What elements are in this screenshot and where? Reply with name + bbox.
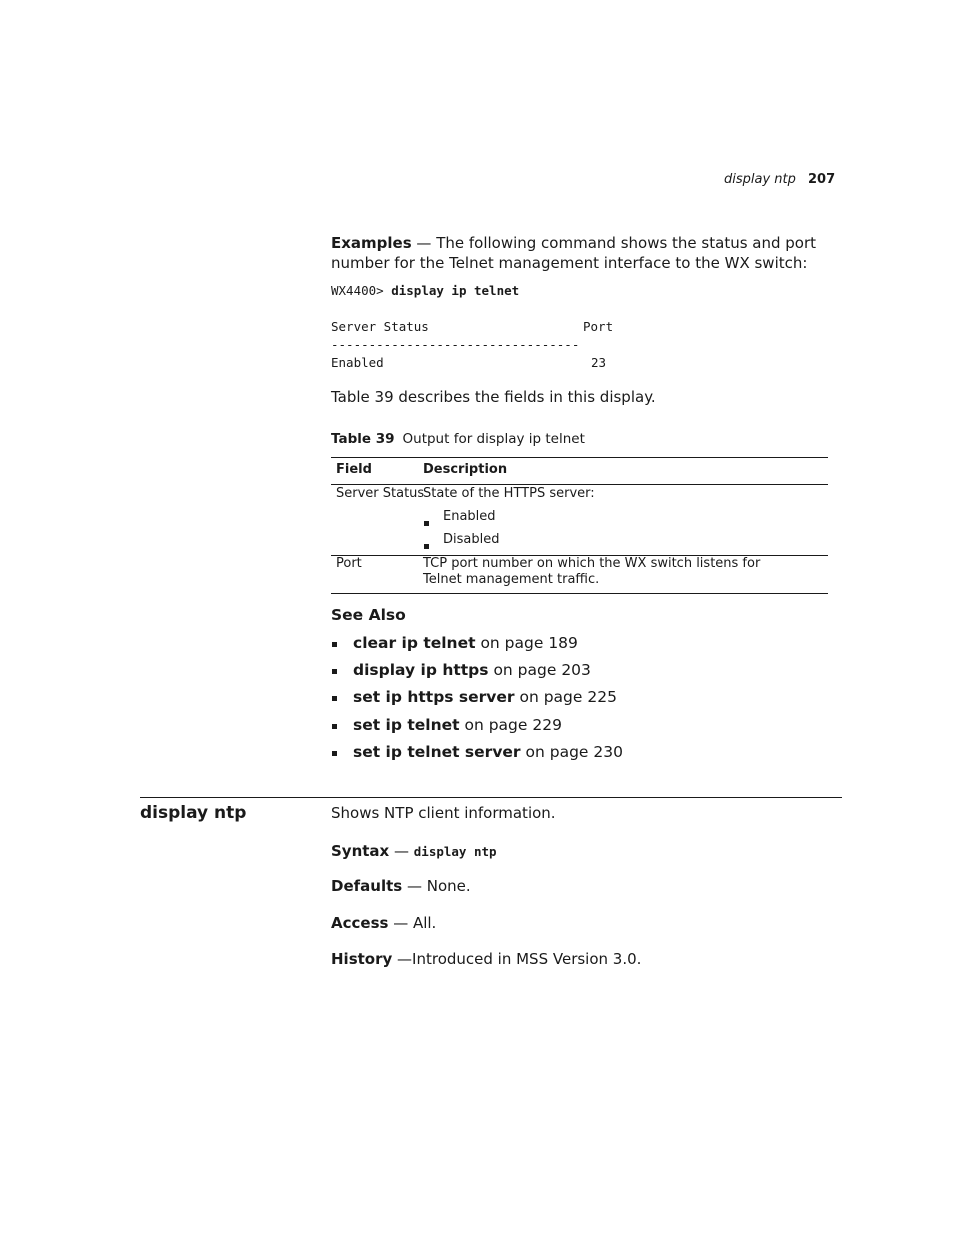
examples-text: — The following command shows the status and port number for the Telnet management interface to the WX switch: — [331, 234, 817, 272]
running-header-title: display ntp — [724, 172, 796, 187]
bullet-square-icon — [332, 696, 337, 701]
section-intro: Shows NTP client information. — [331, 804, 556, 822]
section-title: display ntp — [140, 803, 247, 823]
examples-label: Examples — [331, 234, 412, 252]
see-also-page-ref: on page 229 — [459, 716, 562, 734]
syntax-separator: — — [389, 842, 414, 860]
bullet-square-icon — [332, 669, 337, 674]
defaults-line — [331, 877, 843, 897]
see-also-command[interactable]: set ip telnet server — [353, 743, 521, 761]
history-label: History — [331, 950, 393, 968]
see-also-command[interactable]: set ip telnet — [353, 716, 460, 734]
cli-command: display ip telnet — [391, 283, 520, 298]
see-also-title: See Also — [331, 606, 406, 624]
output-separator: --------------------------------- — [331, 337, 580, 352]
table-caption — [331, 431, 585, 447]
see-also-command[interactable]: display ip https — [353, 661, 489, 679]
table-caption-label: Table 39 — [331, 431, 395, 447]
table-header-description: Description — [423, 462, 508, 477]
defaults-label: Defaults — [331, 877, 403, 895]
access-line — [331, 914, 843, 934]
see-also-command[interactable]: set ip https server — [353, 688, 515, 706]
bullet-square-icon — [332, 642, 337, 647]
table-bottom-rule — [331, 593, 828, 594]
see-also-page-ref: on page 203 — [488, 661, 591, 679]
table-top-rule — [331, 457, 828, 458]
table-cell-description: State of the HTTPS server: — [423, 486, 595, 501]
bullet-square-icon — [424, 521, 429, 526]
output-header-port: Port — [583, 319, 614, 334]
see-also-page-ref: on page 189 — [475, 634, 578, 652]
bullet-square-icon — [424, 544, 429, 549]
command-line — [331, 282, 519, 300]
page-number: 207 — [808, 172, 836, 187]
syntax-label: Syntax — [331, 842, 390, 860]
see-also-page-ref: on page 225 — [514, 688, 617, 706]
bullet-text: Enabled — [443, 509, 496, 524]
history-line — [331, 950, 843, 970]
syntax-line — [331, 842, 843, 862]
cli-prompt: WX4400> — [331, 283, 392, 298]
bullet-square-icon — [332, 751, 337, 756]
table-caption-text: Output for display ip telnet — [402, 431, 585, 447]
table-cell-field: Port — [336, 556, 362, 571]
access-label: Access — [331, 914, 389, 932]
access-text: — All. — [388, 914, 437, 932]
section-divider — [140, 797, 842, 798]
table-reference: Table 39 describes the fields in this display. — [331, 388, 656, 406]
output-row-status: Enabled — [331, 355, 384, 370]
syntax-command: display ntp — [413, 844, 497, 859]
bullet-square-icon — [332, 724, 337, 729]
table-cell-description: TCP port number on which the WX switch listens for Telnet management traffic. — [423, 556, 761, 587]
table-cell-field: Server Status — [336, 486, 425, 501]
see-also-command[interactable]: clear ip telnet — [353, 634, 476, 652]
table-header-rule — [331, 484, 828, 485]
output-row-port: 23 — [591, 355, 607, 370]
table-header-field: Field — [336, 462, 372, 477]
examples-paragraph — [331, 234, 843, 273]
bullet-text: Disabled — [443, 532, 500, 547]
defaults-text: — None. — [402, 877, 471, 895]
history-text: —Introduced in MSS Version 3.0. — [392, 950, 642, 968]
output-header-status: Server Status — [331, 319, 429, 334]
see-also-page-ref: on page 230 — [520, 743, 623, 761]
